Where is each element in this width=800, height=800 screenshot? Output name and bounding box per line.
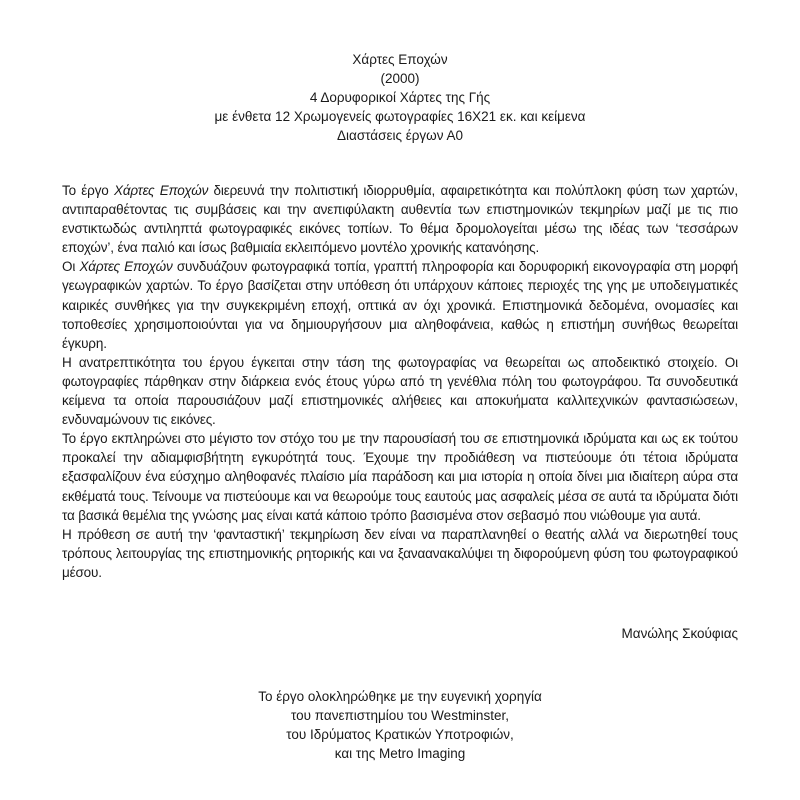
paragraph-2-rest: συνδυάζουν φωτογραφικά τοπία, γραπτή πληροφορία και δορυφορική εικονογραφία στη μορφή γεωγραφικών χαρτών. Το έργο βασίζεται στην υπόθεση ότι υπάρχουν κάποιες περιοχές της γης με υποδειγματικές καιρικές συνθήκες για την συγκεκριμένη εποχή, οπτικά αν όχι χρονικά. Επιστημονικά δεδομένα, ονομασίες και τοποθεσίες χρησιμοποιούνται για να δημιουργήσουν μια αληθοφάνεια, καθώς η επιστήμη συνήθως θεωρείται έγκυρη.	[62, 259, 738, 351]
document-header	[0, 50, 800, 145]
paragraph-3: Η ανατρεπτικότητα του έργου έγκειται στην τάση της φωτογραφίας να θεωρείται ως αποδεικτικό στοιχείο. Οι φωτογραφίες πάρθηκαν στην διάρκεια ενός έτους γύρω από τη γενέθλια πόλη του φωτογράφου. Τα συνοδευτικά κείμενα τα οποία παρουσιάζουν μαζί επιστημονικές αλήθειες και αποκυήματα καλλιτεχνικών φαντασιώσεων, ενδυναμώνουν τις εικόνες.	[62, 354, 738, 428]
document-year: (2000)	[380, 71, 420, 86]
sponsorship-line-3: του Ιδρύματος Κρατικών Υποτροφιών,	[286, 727, 514, 742]
paragraph-2	[62, 257, 738, 352]
sponsorship-line-2: του πανεπιστημίου του Westminster,	[291, 708, 509, 723]
document-subtitle: 4 Δορυφορικοί Χάρτες της Γής	[309, 90, 491, 105]
author-signature: Μανώλης Σκούφιας	[621, 626, 738, 641]
paragraph-2-work-title: Χάρτες Εποχών	[79, 259, 173, 275]
paragraph-2-start: Οι	[62, 259, 80, 275]
paragraph-5: Η πρόθεση σε αυτή την ‘φανταστική’ τεκμηρίωση δεν είναι να παραπλανηθεί ο θεατής αλλά να διερωτηθεί τους τρόπους λειτουργίας της επιστημονικής ρητορικής και να ξαναανακαλύψει τη διφορούμενη φύση του φωτογραφικού μέσου.	[62, 526, 738, 580]
document-dimensions: Διαστάσεις έργων Α0	[337, 128, 463, 143]
document-title: Χάρτες Εποχών	[352, 52, 448, 67]
sponsorship-line-1: Το έργο ολοκληρώθηκε με την ευγενική χορηγία	[258, 689, 542, 704]
document-materials: με ένθετα 12 Χρωμογενείς φωτογραφίες 16Χ21 εκ. και κείμενα	[214, 109, 586, 124]
sponsorship-note	[0, 687, 800, 763]
paragraph-1-rest: διερευνά την πολιτιστική ιδιορρυθμία, αφαιρετικότητα και πολύπλοκη φύση των χαρτών, αντιπαραθέτοντας τις συμβάσεις και την ανεπιφύλακτη αυθεντία των επιστημονικών τεκμηρίων μαζί με τις πιο ενστικτωδώς αντιληπτά φωτογραφικές εικόνες τοπίων. Το θέμα δρομολογείται μέσω της ιδέας των ‘τεσσάρων εποχών’, ένα παλιό και ίσως βαθμιαία εκλειπόμενο μοντέλο χρονικής κατανόησης.	[62, 183, 738, 256]
paragraph-1-work-title: Χάρτες Εποχών	[113, 183, 209, 198]
sponsorship-line-4: και της Metro Imaging	[334, 746, 466, 761]
paragraph-1	[62, 181, 738, 257]
paragraph-1-start: Το έργο	[62, 183, 114, 198]
paragraph-4: Το έργο εκπληρώνει στο μέγιστο τον στόχο του με την παρουσίασή του σε επιστημονικά ιδρύματα και ως εκ τούτου προκαλεί την αδιαμφισβήτητη εγκυρότητά τους. Έχουμε την προδιάθεση να πιστεύουμε ότι τέτοια ιδρύματα εξασφαλίζουν ένα εύσχημο αληθοφανές πλαίσιο μία παράδοση και μια ιστορία η οποία δίνει μια ιδιαίτερη αύρα στα εκθέματά τους. Τείνουμε να πιστεύουμε και να θεωρούμε τους εαυτούς μας ασφαλείς μέσα σε αυτά τα ιδρύματα διότι τα βασικά θεμέλια της γνώσης μας είναι κατά κάποιο τρόπο βασισμένα στον σεβασμό που νιώθουμε για αυτά.	[62, 431, 738, 523]
document-body	[62, 181, 738, 582]
